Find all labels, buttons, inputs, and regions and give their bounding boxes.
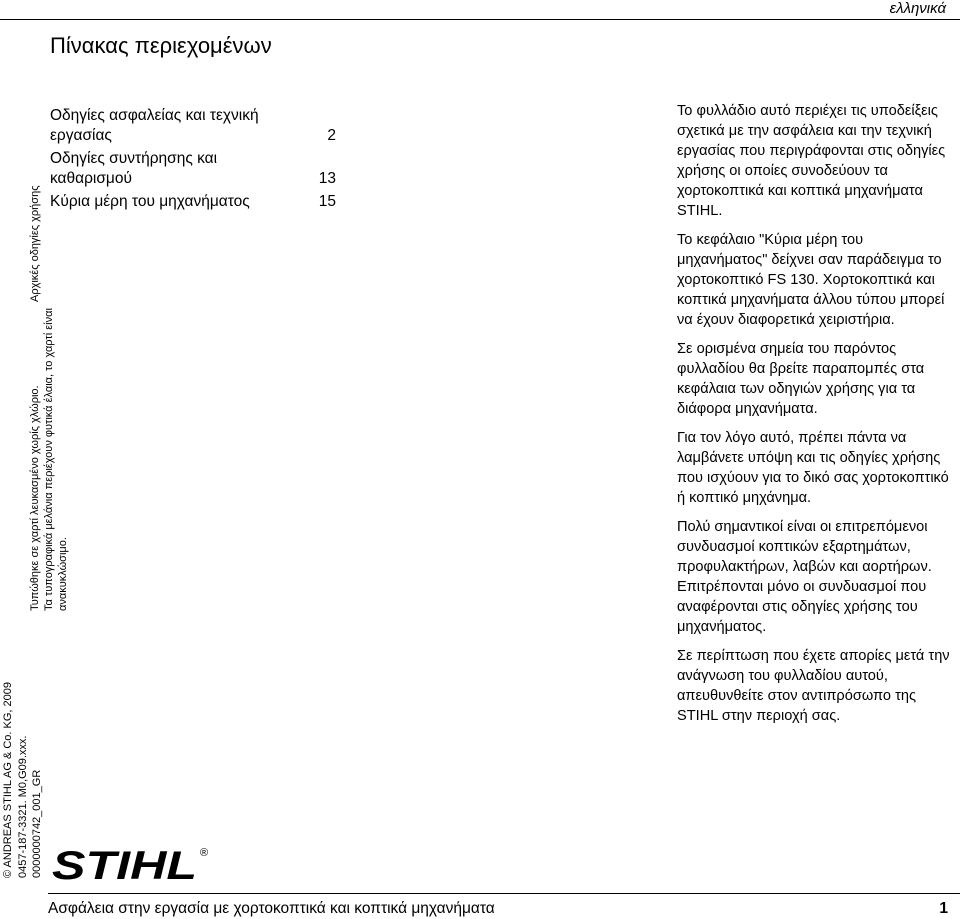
toc-entry-page: 13	[318, 170, 336, 187]
paragraph: Σε περίπτωση που έχετε απορίες μετά την ανάγνωση του φυλλαδίου αυτού, απευθυνθείτε στον αντιπρόσωπο της STIHL στην περιοχή σας.	[677, 648, 950, 724]
header-divider	[0, 19, 960, 20]
paragraph: Το κεφάλαιο "Κύρια μέρη του μηχανήματος" δείχνει σαν παράδειγμα το χορτοκοπτικό FS 130. Χορτοκοπτικά και κοπτικά μηχανήματα άλλου τύπου μπορεί να έχουν διαφορετικά χειριστήρια.	[677, 232, 945, 328]
document-number	[16, 736, 44, 878]
toc-entry-page: 15	[318, 193, 336, 210]
paragraph: Πολύ σημαντικοί είναι οι επιτρεπόμενοι συνδυασμοί κοπτικών εξαρτημάτων, προφυλακτήρων, λαβών και αορτήρων. Επιτρέπονται μόνο οι συνδυασμοί που αναφέρονται στις οδηγίες χρήσης του μηχανήματος.	[677, 519, 932, 635]
logo-wordmark: STIHL	[52, 845, 197, 885]
paragraph: Για τον λόγο αυτό, πρέπει πάντα να λαμβάνετε υπόψη και τις οδηγίες χρήσης που ισχύουν για το δικό σας χορτοκοπτικό ή κοπτικό μηχάνημα.	[677, 430, 949, 506]
print-note-line: Τυπώθηκε σε χαρτί λευκασμένο χωρίς χλώριο.	[29, 385, 41, 611]
intro-text	[677, 101, 955, 735]
section-label: Αρχικές οδηγίες χρήσης	[29, 185, 41, 302]
copyright-notice: © ANDREAS STIHL AG & Co. KG, 2009	[2, 682, 14, 878]
print-note-line: ανακυκλώσιμο.	[57, 537, 69, 611]
toc-entry[interactable]	[50, 106, 336, 146]
toc-entry-page: 2	[327, 127, 336, 144]
toc-entry[interactable]	[50, 192, 336, 212]
toc-entry-label: Οδηγίες ασφαλείας και τεχνική εργασίας	[50, 107, 259, 144]
page-number: 1	[939, 900, 948, 917]
registered-mark: ®	[200, 847, 209, 859]
footer-title: Ασφάλεια στην εργασία με χορτοκοπτικά και κοπτικά μηχανήματα	[48, 900, 495, 917]
toc-entry[interactable]	[50, 149, 336, 189]
language-label: ελληνικά	[889, 0, 946, 17]
document-number-line: 0457-187-3321. M0,G09.xxx.	[17, 735, 29, 878]
table-of-contents	[50, 106, 336, 215]
document-code-line: 0000000742_001_GR	[31, 769, 43, 878]
paragraph: Σε ορισμένα σημεία του παρόντος φυλλαδίου θα βρείτε παραπομπές στα κεφάλαια των οδηγιών χρήσης για τα διάφορα μηχανήματα.	[677, 341, 925, 417]
print-note-line: Τα τυπογραφικά μελάνια περιέχουν φυτικά έλαια, το χαρτί είναι	[43, 308, 55, 611]
toc-entry-label: Κύρια μέρη του μηχανήματος	[50, 193, 250, 210]
stihl-logo-mark	[50, 845, 220, 885]
print-note	[28, 308, 70, 611]
stihl-logo	[50, 845, 220, 890]
paragraph: Το φυλλάδιο αυτό περιέχει τις υποδείξεις σχετικά με την ασφάλεια και την τεχνική εργασίας που περιγράφονται στις οδηγίες χρήσης οι οποίες συνοδεύουν τα χορτοκοπτικά και κοπτικά μηχανήματα STIHL.	[677, 103, 946, 219]
toc-entry-label: Οδηγίες συντήρησης και καθαρισμού	[50, 150, 218, 187]
footer-divider	[48, 893, 960, 894]
page-title: Πίνακας περιεχομένων	[50, 33, 272, 58]
